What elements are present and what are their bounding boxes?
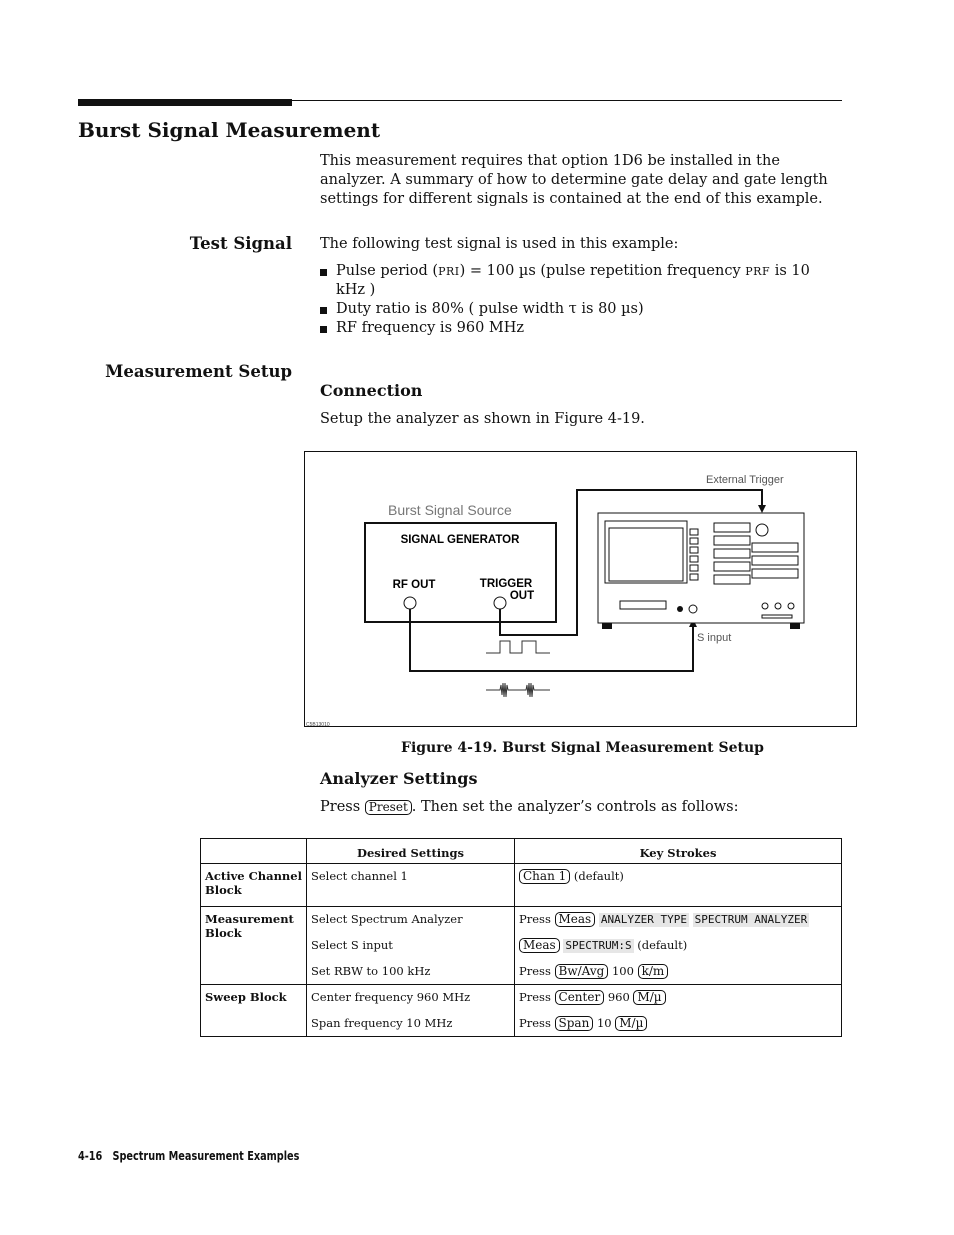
table-header-row bbox=[201, 839, 842, 864]
desired-line: Select Spectrum Analyzer bbox=[311, 912, 463, 926]
value-text: 10 bbox=[596, 1016, 612, 1030]
analyzer-type-softkey[interactable]: ANALYZER TYPE bbox=[600, 913, 687, 926]
row-head-measurement: Measurement Block bbox=[201, 907, 307, 985]
section-title: Burst Signal Measurement bbox=[78, 118, 381, 142]
test-signal-list bbox=[320, 262, 820, 338]
desired-line: Select S input bbox=[311, 938, 393, 952]
m-mu-key[interactable]: M/µ bbox=[615, 1016, 647, 1031]
measurement-setup-heading: Measurement Setup bbox=[105, 362, 292, 381]
settings-table bbox=[200, 838, 842, 1037]
trigger-arrowhead bbox=[758, 505, 766, 513]
row-head-sweep: Sweep Block bbox=[201, 985, 307, 1037]
header-desired: Desired Settings bbox=[307, 839, 515, 864]
spectrum-s-softkey[interactable]: SPECTRUM:S bbox=[565, 939, 632, 952]
test-signal-heading: Test Signal bbox=[189, 234, 292, 253]
span-key[interactable]: Span bbox=[555, 1016, 594, 1031]
rf-out-connector bbox=[404, 597, 416, 609]
test-signal-lead: The following test signal is used in this example: bbox=[320, 236, 679, 252]
signal-generator-label: SIGNAL GENERATOR bbox=[400, 534, 520, 546]
pulse-waveform-icon bbox=[486, 641, 550, 653]
value-text: 100 bbox=[611, 964, 634, 978]
meas-key[interactable]: Meas bbox=[519, 938, 560, 953]
press-word: Press bbox=[320, 799, 361, 815]
bullet-text: Pulse period ( bbox=[336, 263, 439, 279]
cell-keys bbox=[515, 907, 842, 985]
network-analyzer-icon bbox=[598, 513, 804, 629]
header-rule-thick bbox=[78, 99, 292, 106]
row-head-active-channel: Active Channel Block bbox=[201, 864, 307, 907]
table-row bbox=[201, 907, 842, 985]
cell-keys bbox=[515, 864, 842, 907]
header-rule-thin bbox=[292, 100, 842, 101]
desired-line: Set RBW to 100 kHz bbox=[311, 964, 431, 978]
m-mu-key[interactable]: M/µ bbox=[633, 990, 665, 1005]
preset-key[interactable]: Preset bbox=[365, 800, 412, 815]
press-word: Press bbox=[519, 990, 551, 1004]
trigger-out-connector bbox=[494, 597, 506, 609]
burst-source-label: Burst Signal Source bbox=[388, 502, 512, 518]
figure-caption: Figure 4-19. Burst Signal Measurement Setup bbox=[401, 740, 764, 756]
table-row bbox=[201, 864, 842, 907]
keys-line bbox=[519, 938, 837, 964]
list-item bbox=[320, 262, 820, 300]
desired-line: Span frequency 10 MHz bbox=[311, 1016, 453, 1030]
desired-line: Center frequency 960 MHz bbox=[311, 990, 471, 1004]
header-empty bbox=[201, 839, 307, 864]
spectrum-analyzer-softkey[interactable]: SPECTRUM ANALYZER bbox=[694, 913, 808, 926]
meas-key[interactable]: Meas bbox=[555, 912, 596, 927]
page-footer: 4-16 Spectrum Measurement Examples bbox=[78, 1149, 300, 1163]
k-m-key[interactable]: k/m bbox=[638, 964, 669, 979]
analyzer-settings-text bbox=[320, 798, 739, 817]
then-text: . Then set the analyzer’s controls as follows: bbox=[411, 799, 739, 815]
default-note: (default) bbox=[573, 869, 624, 883]
burst-waveform-icon bbox=[486, 683, 550, 697]
cell-keys bbox=[515, 985, 842, 1037]
out-label: OUT bbox=[509, 590, 535, 602]
press-word: Press bbox=[519, 964, 551, 978]
default-note: (default) bbox=[637, 938, 688, 952]
connection-text: Setup the analyzer as shown in Figure 4-19. bbox=[320, 411, 645, 427]
keys-line bbox=[519, 912, 837, 938]
header-keys: Key Strokes bbox=[515, 839, 842, 864]
cell-desired bbox=[307, 907, 515, 985]
bullet-text: ) = 100 µs (pulse repetition frequency bbox=[459, 263, 741, 279]
table-row bbox=[201, 985, 842, 1037]
connection-heading: Connection bbox=[320, 381, 423, 400]
center-key[interactable]: Center bbox=[555, 990, 605, 1005]
bw-avg-key[interactable]: Bw/Avg bbox=[555, 964, 609, 979]
cell-desired: Select channel 1 bbox=[307, 864, 515, 907]
trigger-label: TRIGGER bbox=[479, 578, 533, 590]
figure-code: C5B13010 bbox=[306, 722, 330, 727]
setup-diagram bbox=[304, 451, 857, 727]
intro-paragraph: This measurement requires that option 1D6 be installed in the analyzer. A summary of how to determine gate delay and gate length settings for different signals is contained at the end of this example. bbox=[320, 153, 828, 207]
value-text: 960 bbox=[607, 990, 630, 1004]
external-trigger-label: External Trigger bbox=[706, 474, 784, 486]
s-input-label: S input bbox=[697, 632, 732, 644]
prf-abbrev: PRF bbox=[745, 265, 771, 278]
chan1-key[interactable]: Chan 1 bbox=[519, 869, 570, 884]
pri-abbrev: PRI bbox=[438, 265, 460, 278]
analyzer-settings-heading: Analyzer Settings bbox=[320, 769, 478, 788]
cell-desired bbox=[307, 985, 515, 1037]
rf-out-label: RF OUT bbox=[392, 579, 436, 591]
keys-line bbox=[519, 964, 837, 979]
press-word: Press bbox=[519, 1016, 551, 1030]
bullet-text: is 10 kHz ) bbox=[336, 263, 810, 298]
press-word: Press bbox=[519, 912, 551, 926]
keys-line bbox=[519, 1016, 837, 1031]
list-item: Duty ratio is 80% ( pulse width τ is 80 µs) bbox=[320, 300, 820, 319]
keys-line bbox=[519, 990, 837, 1016]
list-item: RF frequency is 960 MHz bbox=[320, 319, 820, 338]
